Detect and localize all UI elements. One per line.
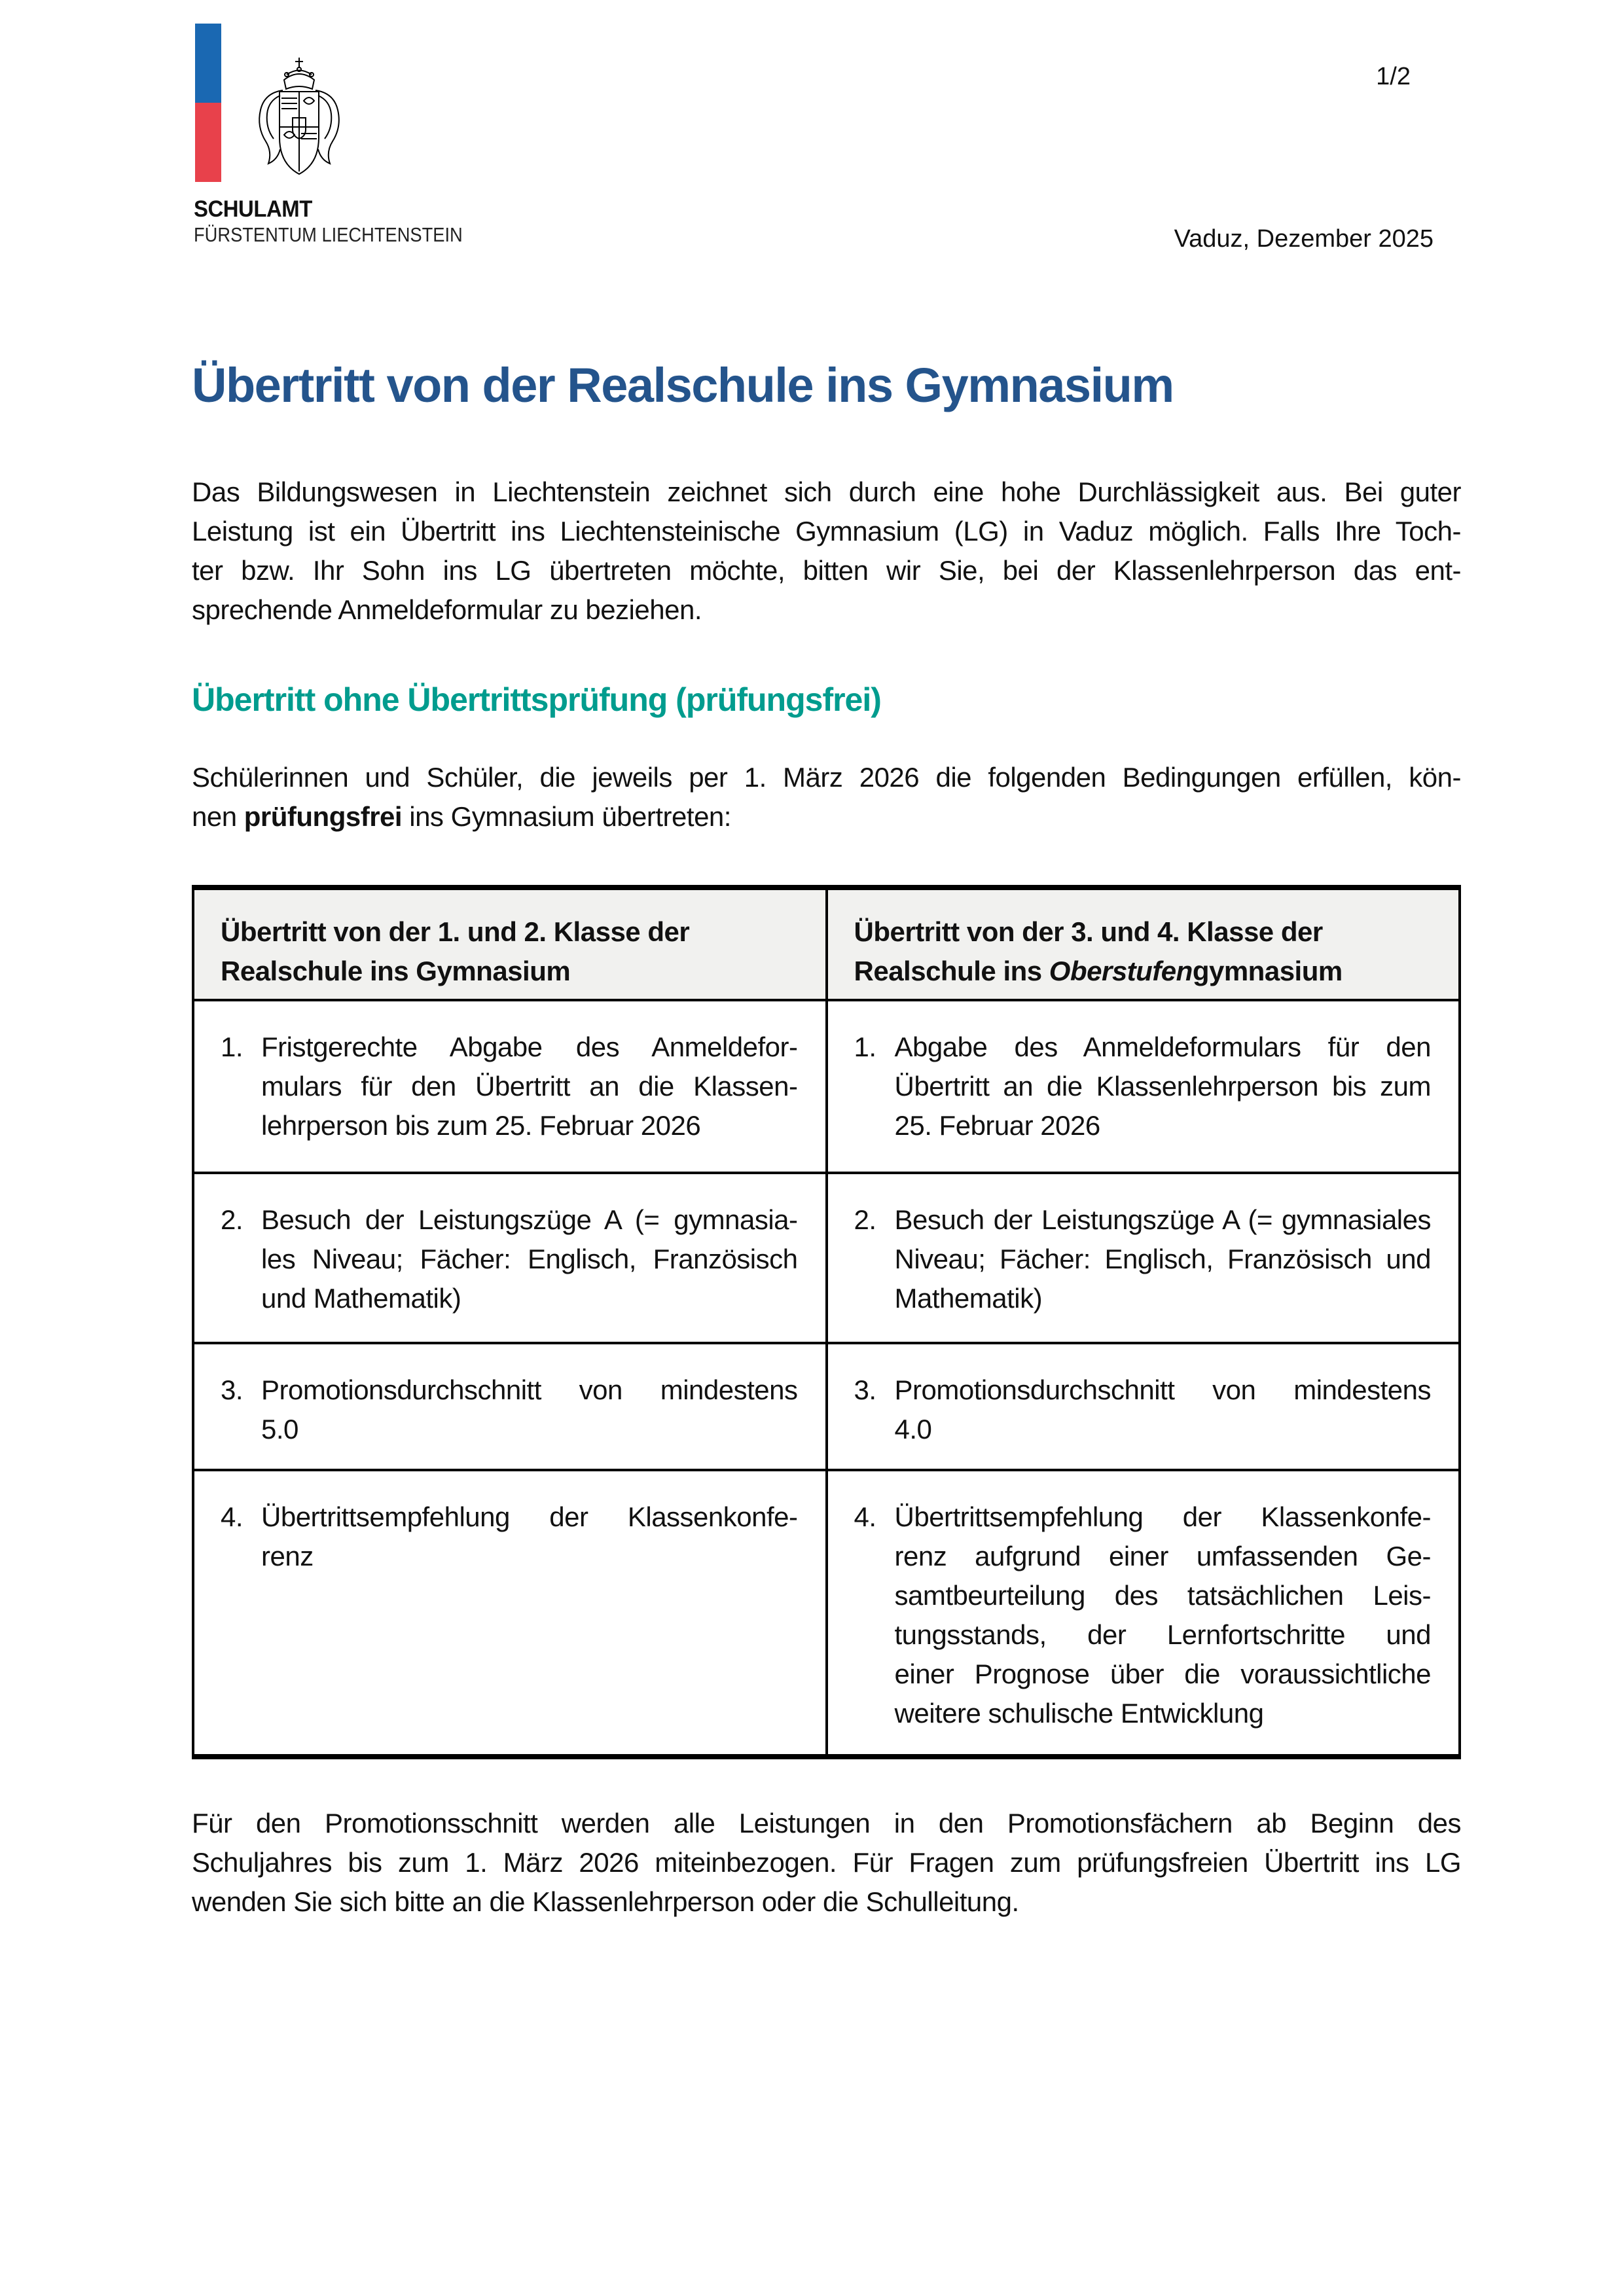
flag-blue-stripe	[195, 24, 221, 103]
list-text: Besuch der Leistungszüge A (= gymnasiales Niveau; Fächer: Englisch, Französisch und Mathematik)	[894, 1204, 1431, 1314]
list-number: 4.	[854, 1501, 876, 1532]
list-text: Übertrittsempfehlung der Klassenkonfe- renz aufgrund einer umfassenden Ge- samtbeurteilung des tatsächlichen Leis- tungsstands, der Lernfortschritte und einer Prognose über die voraussichtliche weitere schulische Entwicklung	[894, 1501, 1431, 1729]
page-title: Übertritt von der Realschule ins Gymnasium	[192, 358, 1174, 412]
list-text: Übertrittsempfehlung der Klassenkonfe- renz	[261, 1501, 798, 1571]
list-number: 2.	[221, 1204, 244, 1235]
section-heading: Übertritt ohne Übertrittsprüfung (prüfungsfrei)	[192, 681, 881, 718]
section-paragraph: Schülerinnen und Schüler, die jeweils per 1. März 2026 die folgenden Bedingungen erfüllen, kön- nen prüfungsfrei ins Gymnasium übertreten:	[192, 762, 1461, 832]
table-cell-r4-right	[828, 1471, 1459, 1754]
list-text: Promotionsdurchschnitt von mindestens 5.0	[261, 1374, 798, 1444]
list-text: Fristgerechte Abgabe des Anmeldefor- mulars für den Übertritt an die Klassen- lehrperson bis zum 25. Februar 2026	[261, 1031, 798, 1141]
table-cell-r1-right	[828, 1001, 1459, 1172]
list-number: 4.	[221, 1501, 244, 1532]
org-name: SCHULAMT	[194, 196, 312, 222]
table-header-right: Übertritt von der 3. und 4. Klasse der Realschule ins Oberstufengymnasium	[828, 890, 1459, 999]
list-number: 3.	[854, 1374, 876, 1405]
table-cell-r3-left	[194, 1344, 825, 1469]
date-line: Vaduz, Dezember 2025	[1174, 225, 1434, 253]
table-cell-r2-right	[828, 1174, 1459, 1342]
list-number: 1.	[854, 1031, 876, 1062]
table-cell-r3-right	[828, 1344, 1459, 1469]
flag-red-stripe	[195, 103, 221, 182]
list-number: 1.	[221, 1031, 244, 1062]
table-cell-r4-left	[194, 1471, 825, 1754]
table-cell-r1-left	[194, 1001, 825, 1172]
table-cell-r2-left	[194, 1174, 825, 1342]
flag-bar	[195, 24, 221, 182]
list-number: 2.	[854, 1204, 876, 1235]
list-text: Abgabe des Anmeldeformulars für den Übertritt an die Klassenlehrperson bis zum 25. Februar 2026	[894, 1031, 1431, 1141]
list-text: Besuch der Leistungszüge A (= gymnasia- les Niveau; Fächer: Englisch, Französisch und Mathematik)	[261, 1204, 798, 1314]
intro-paragraph: Das Bildungswesen in Liechtenstein zeichnet sich durch eine hohe Durchlässigkeit aus. Bei guter Leistung ist ein Übertritt ins Liechtensteinische Gymnasium (LG) in Vaduz möglich. Falls Ihre Toch- ter bzw. Ihr Sohn ins LG übertreten möchte, bitten wir Sie, bei der Klassenlehrperson das ent- sprechende Anmeldeformular zu beziehen.	[192, 476, 1461, 625]
list-number: 3.	[221, 1374, 244, 1405]
coat-of-arms-icon	[244, 55, 355, 185]
page-number: 1/2	[1376, 63, 1411, 90]
closing-paragraph: Für den Promotionsschnitt werden alle Leistungen in den Promotionsfächern ab Beginn des Schuljahres bis zum 1. März 2026 miteinbezogen. Für Fragen zum prüfungsfreien Übertritt ins LG wenden Sie sich bitte an die Klassenlehrperson oder die Schulleitung.	[192, 1808, 1461, 1917]
conditions-table	[192, 885, 1461, 1759]
org-subtitle: FÜRSTENTUM LIECHTENSTEIN	[194, 223, 463, 246]
list-text: Promotionsdurchschnitt von mindestens 4.0	[894, 1374, 1431, 1444]
table-header-left: Übertritt von der 1. und 2. Klasse der Realschule ins Gymnasium	[194, 890, 825, 999]
